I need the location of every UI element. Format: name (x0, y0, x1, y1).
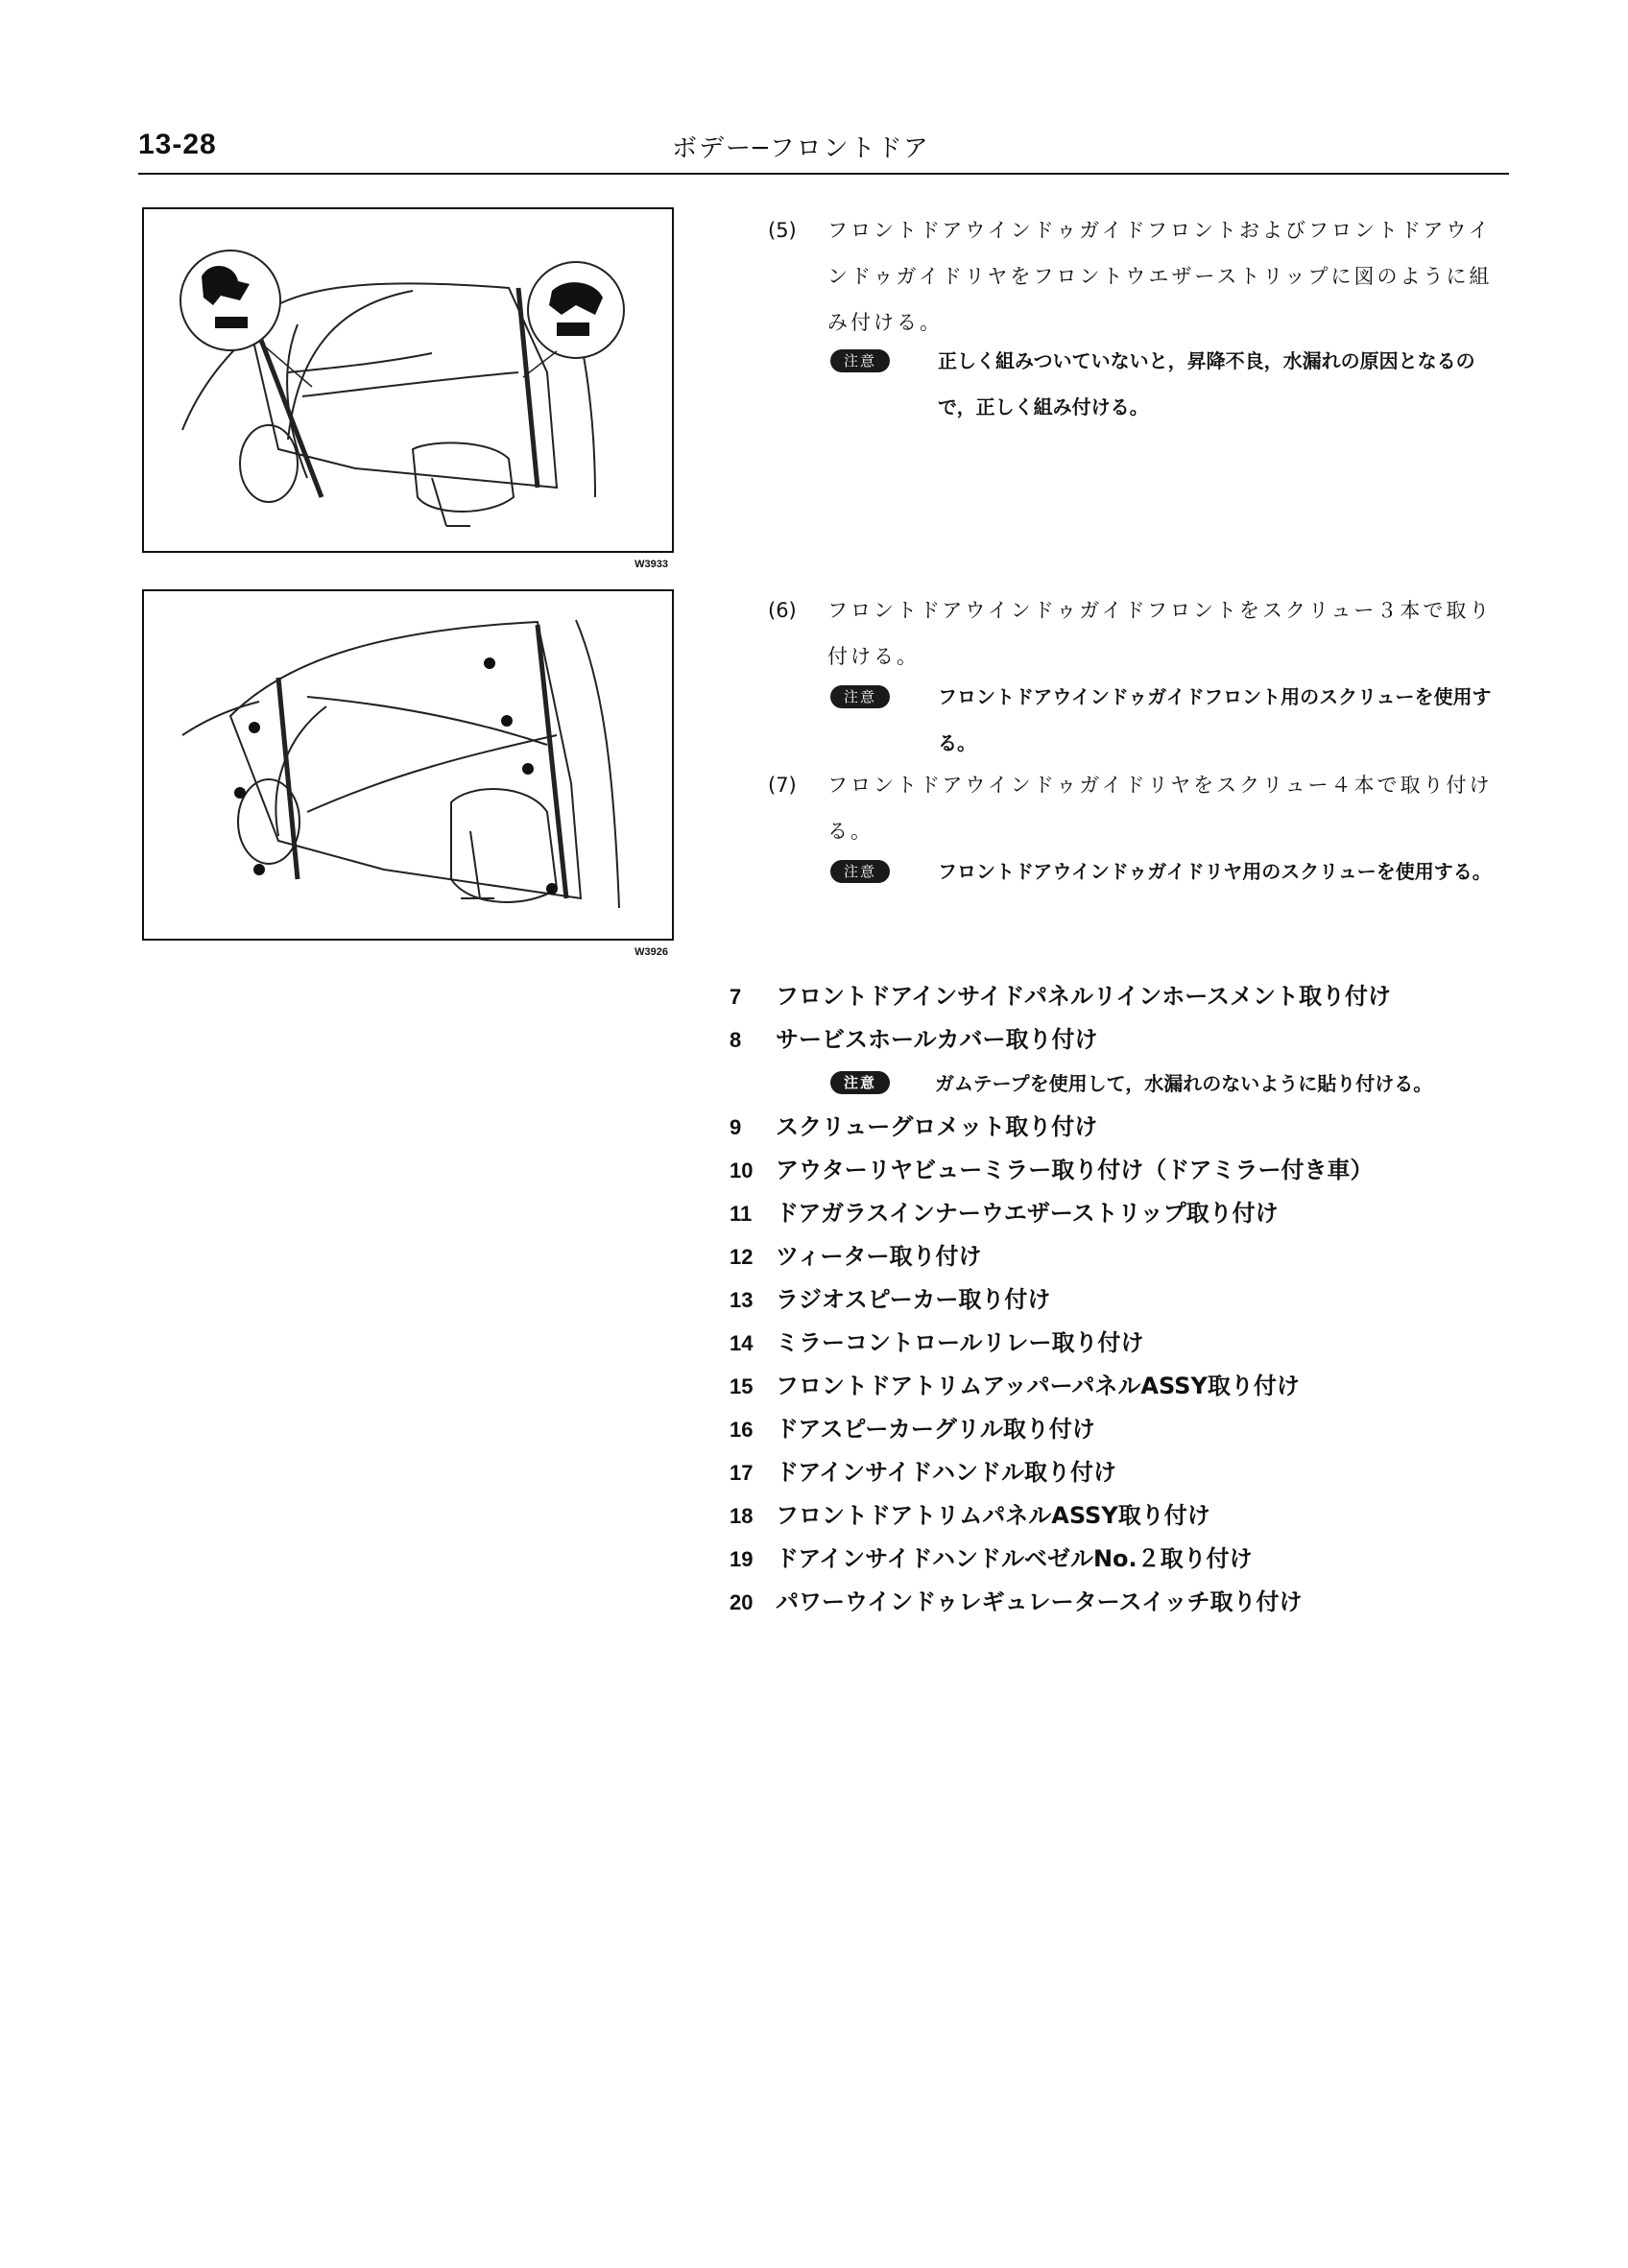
item-number: 7 (730, 985, 742, 1009)
figure-label: W3926 (634, 946, 668, 958)
item-number: 11 (730, 1202, 753, 1226)
step-number: (6) (768, 599, 797, 622)
caution-badge: 注意 (830, 349, 890, 372)
item-number: 17 (730, 1461, 754, 1485)
step-text: フロントドアウインドゥガイドリヤをスクリュー４本で取り付ける。 (827, 774, 1493, 843)
item-number: 13 (730, 1288, 754, 1312)
caution-text: ガムテープを使用して，水漏れのないように貼り付ける。 (935, 1072, 1433, 1095)
item-number: 20 (730, 1590, 754, 1614)
list-item (730, 1106, 1526, 1149)
list-item (730, 1365, 1526, 1408)
item-number: 12 (730, 1245, 754, 1269)
item-number: 19 (730, 1547, 754, 1571)
step-6 (768, 587, 1507, 680)
figure-window-guide-clip (142, 207, 674, 570)
item-text: ドアインサイドハンドルベゼルNo.２取り付け (776, 1545, 1253, 1572)
step-7 (768, 762, 1507, 854)
caution-note-6 (830, 674, 1507, 766)
item-number: 15 (730, 1374, 754, 1398)
caution-note-7 (830, 848, 1507, 895)
caution-badge: 注意 (830, 860, 890, 883)
caution-note-item-8 (730, 1062, 1526, 1106)
step-5 (768, 207, 1507, 346)
step-number: (5) (768, 219, 797, 242)
step-text: フロントドアウインドゥガイドフロントをスクリュー３本で取り付ける。 (827, 599, 1493, 668)
caution-note-5 (830, 338, 1507, 430)
item-number: 8 (730, 1028, 742, 1052)
item-text: ドアスピーカーグリル取り付け (776, 1416, 1095, 1443)
list-item (730, 1192, 1526, 1235)
item-number: 16 (730, 1418, 754, 1442)
list-item (730, 1581, 1526, 1624)
list-item (730, 1278, 1526, 1322)
door-screws-illustration (144, 591, 672, 939)
caution-text: フロントドアウインドゥガイドリヤ用のスクリューを使用する。 (938, 860, 1492, 883)
item-text: フロントドアインサイドパネルリインホースメント取り付け (776, 983, 1392, 1010)
caution-badge: 注意 (830, 685, 890, 708)
list-item (730, 1494, 1526, 1538)
item-text: ドアガラスインナーウエザーストリップ取り付け (776, 1200, 1279, 1227)
caution-text: フロントドアウインドゥガイドフロント用のスクリューを使用する。 (938, 685, 1492, 754)
step-text: フロントドアウインドゥガイドフロントおよびフロントドアウインドゥガイドリヤをフロントウエザーストリップに図のように組み付ける。 (827, 219, 1493, 334)
section-title: ボデー─フロントドア (672, 134, 930, 163)
item-number: 14 (730, 1331, 754, 1355)
figure-window-guide-screws (142, 589, 674, 958)
item-text: フロントドアトリムパネルASSY取り付け (776, 1502, 1210, 1529)
caution-text: 正しく組みついていないと，昇降不良，水漏れの原因となるので，正しく組み付ける。 (938, 349, 1475, 418)
list-item (730, 1538, 1526, 1581)
item-text: ラジオスピーカー取り付け (776, 1286, 1051, 1313)
list-item (730, 1149, 1526, 1192)
item-text: サービスホールカバー取り付け (776, 1026, 1098, 1053)
item-text: ツィーター取り付け (776, 1243, 982, 1270)
caution-badge: 注意 (830, 1071, 890, 1094)
item-number: 10 (730, 1158, 754, 1182)
item-text: フロントドアトリムアッパーパネルASSY取り付け (776, 1373, 1300, 1399)
item-number: 18 (730, 1504, 754, 1528)
header-divider (138, 173, 1509, 175)
item-text: ドアインサイドハンドル取り付け (776, 1459, 1116, 1486)
list-item (730, 975, 1526, 1018)
figure-label: W3933 (634, 559, 668, 570)
item-number: 9 (730, 1115, 742, 1139)
page-number: 13-28 (138, 129, 217, 160)
step-number: (7) (768, 774, 797, 797)
item-text: パワーウインドゥレギュレータースイッチ取り付け (776, 1588, 1303, 1615)
list-item (730, 1018, 1526, 1062)
list-item (730, 1235, 1526, 1278)
item-text: ミラーコントロールリレー取り付け (776, 1329, 1144, 1356)
list-item (730, 1408, 1526, 1451)
item-text: アウターリヤビューミラー取り付け（ドアミラー付き車） (776, 1157, 1374, 1183)
list-item (730, 1451, 1526, 1494)
door-clip-illustration (144, 209, 672, 551)
installation-steps-list (730, 975, 1526, 1624)
list-item (730, 1322, 1526, 1365)
item-text: スクリューグロメット取り付け (776, 1113, 1098, 1140)
